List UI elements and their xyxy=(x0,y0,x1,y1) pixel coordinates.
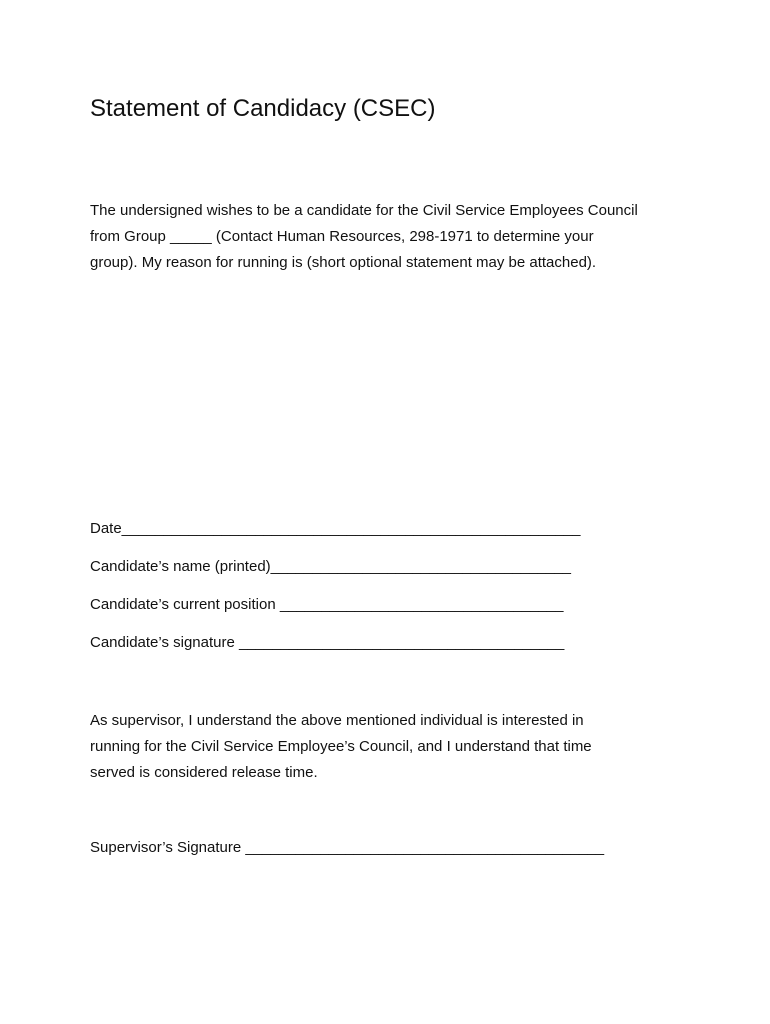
supervisor-signature-field[interactable]: Supervisor’s Signature ___________________________________________ xyxy=(90,839,605,856)
candidate-position-field[interactable]: Candidate’s current position __________________________________ xyxy=(90,596,564,613)
intro-line: from Group _____ (Contact Human Resources, 298-1971 to determine your xyxy=(90,228,594,245)
supervisor-line: running for the Civil Service Employee’s Council, and I understand that time xyxy=(90,738,592,755)
intro-line: The undersigned wishes to be a candidate for the Civil Service Employees Council xyxy=(90,202,638,219)
date-field[interactable]: Date_______________________________________________________ xyxy=(90,520,581,537)
candidate-name-field[interactable]: Candidate’s name (printed)____________________________________ xyxy=(90,558,571,575)
candidate-signature-field[interactable]: Candidate’s signature _______________________________________ xyxy=(90,634,565,651)
supervisor-line: As supervisor, I understand the above mentioned individual is interested in xyxy=(90,712,584,729)
supervisor-line: served is considered release time. xyxy=(90,764,318,781)
page-title: Statement of Candidacy (CSEC) xyxy=(90,95,436,122)
intro-line: group). My reason for running is (short optional statement may be attached). xyxy=(90,254,597,271)
intro-paragraph xyxy=(90,198,638,276)
supervisor-paragraph xyxy=(90,708,592,786)
